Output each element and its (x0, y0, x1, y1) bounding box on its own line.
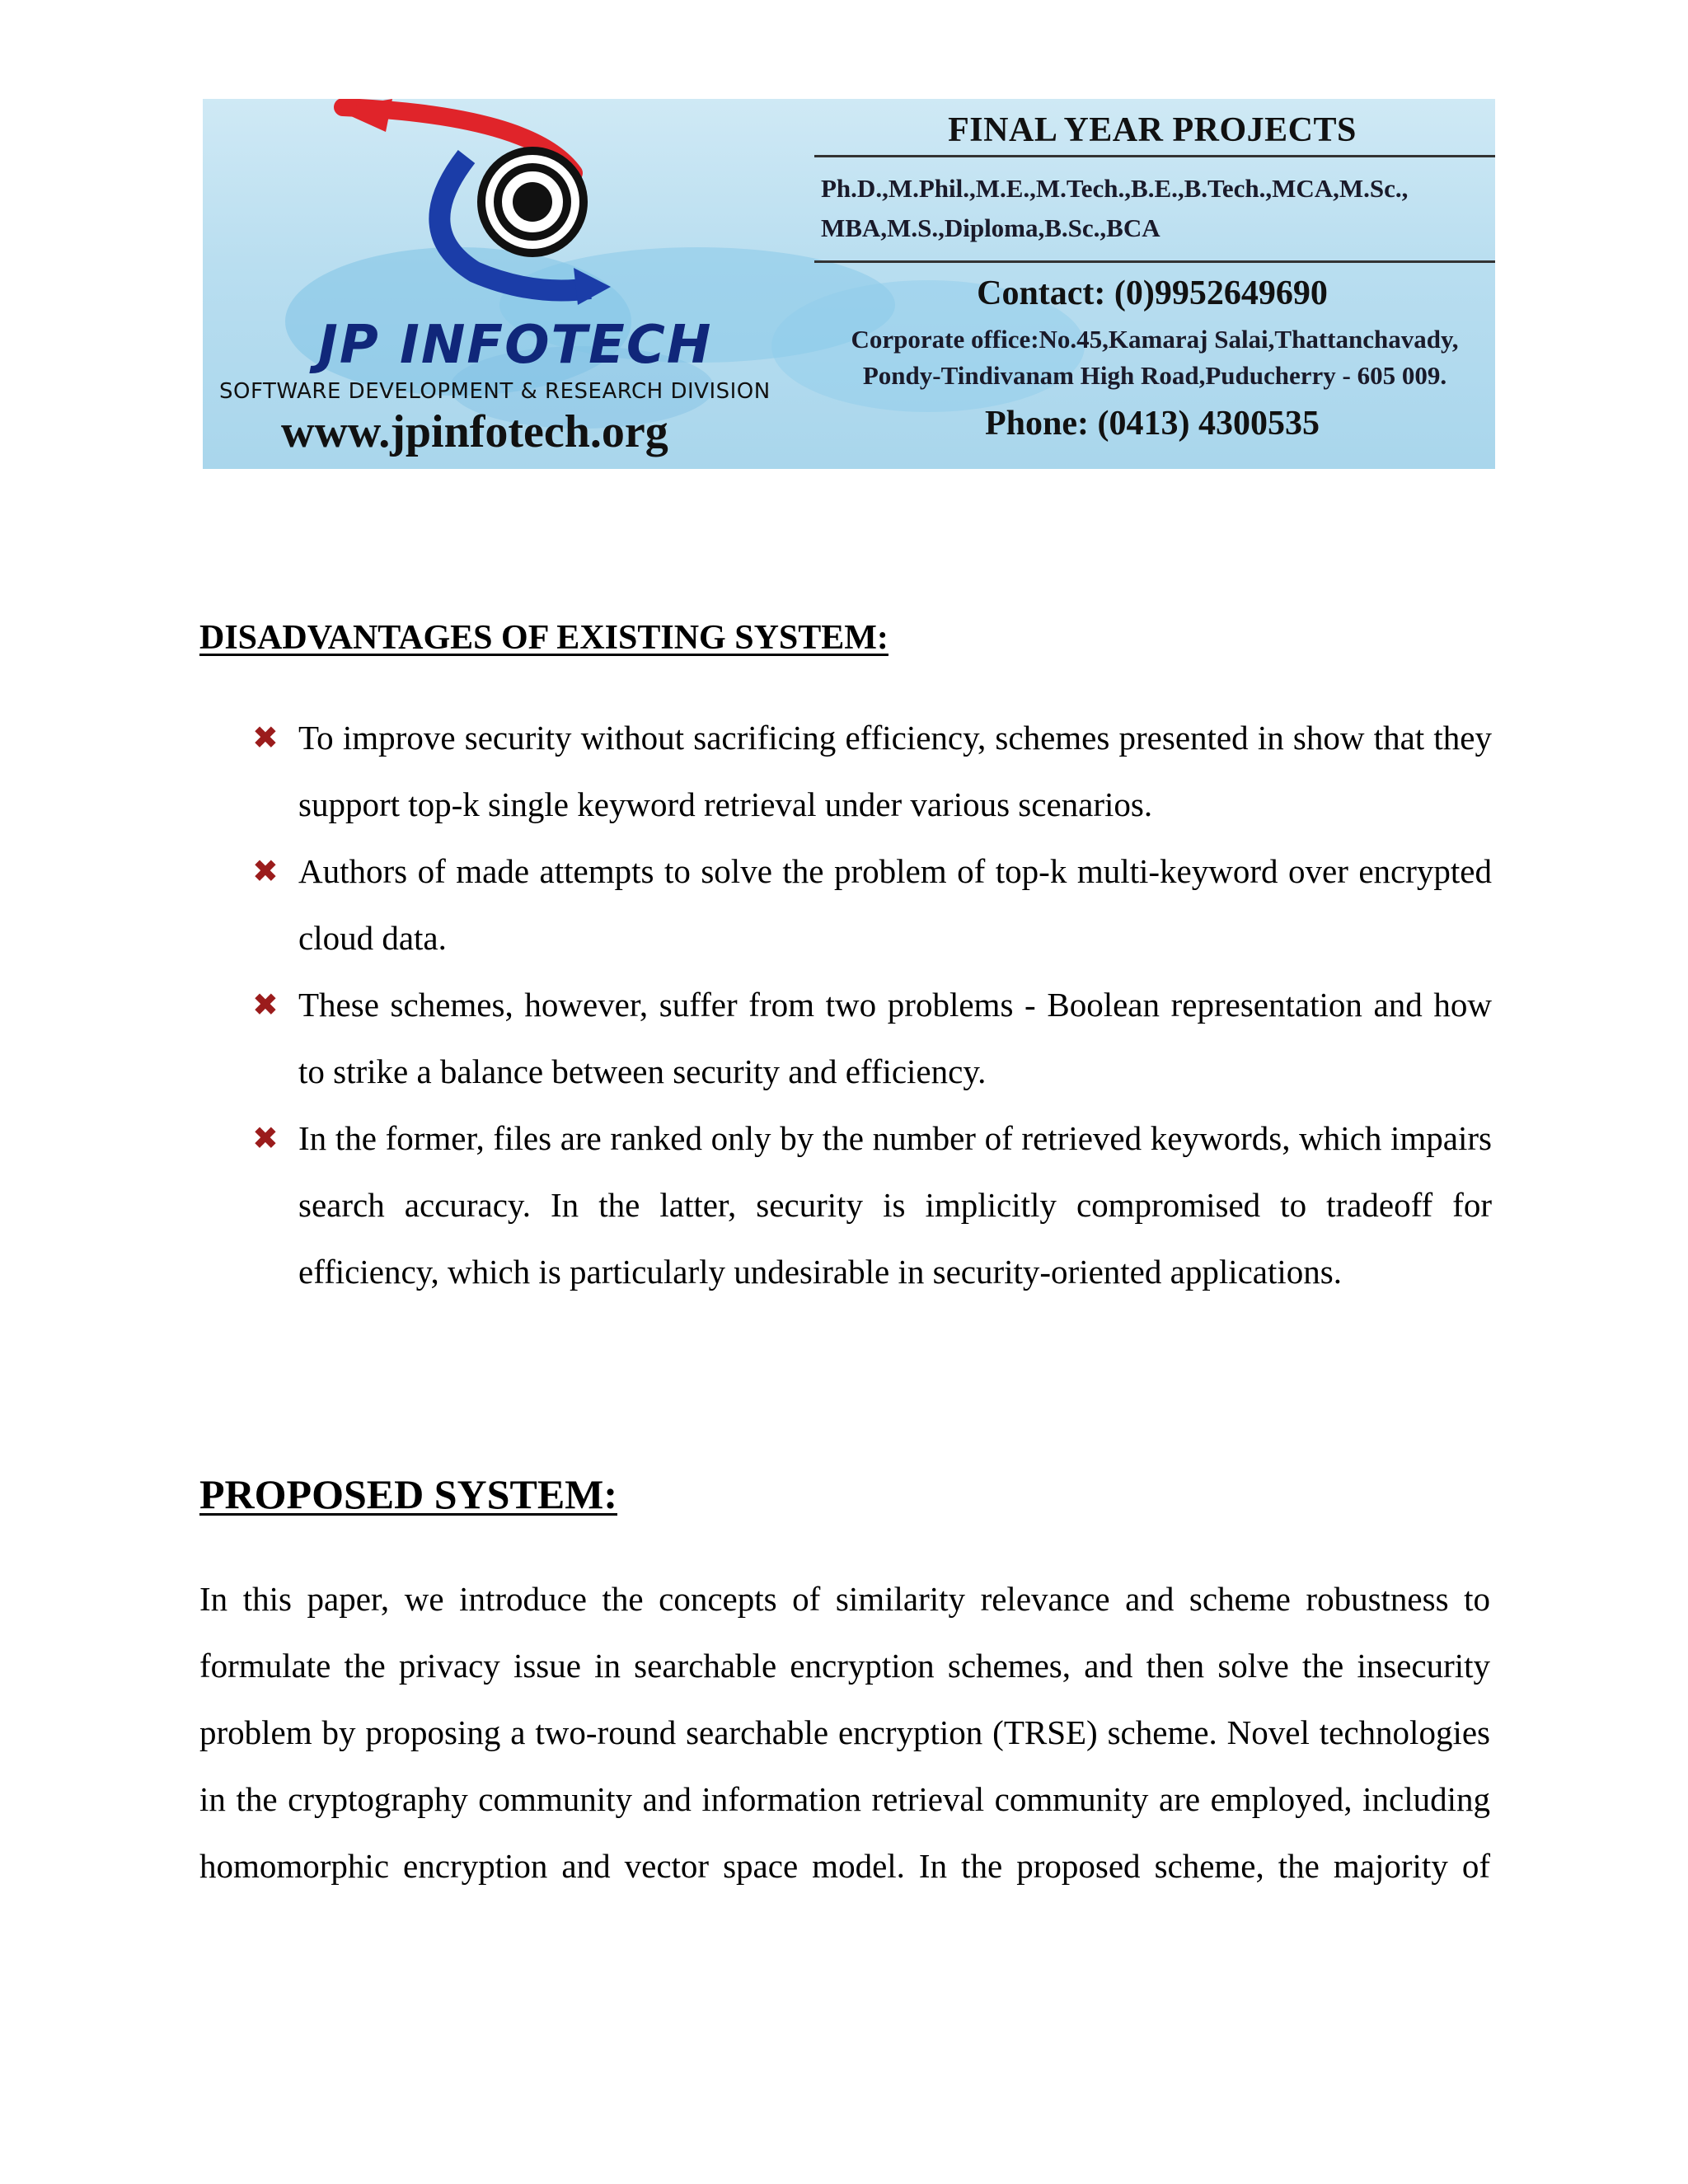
banner-phone: Phone: (0413) 4300535 (985, 405, 1320, 443)
brand-name: JP INFOTECH (318, 315, 713, 376)
proposed-system-heading: PROPOSED SYSTEM: (199, 1471, 618, 1517)
banner-info-panel (814, 99, 1495, 469)
list-item-text: To improve security without sacrificing efficiency, schemes presented in show that they support top-k single keyword retrieval under various scenarios. (298, 719, 1492, 823)
cross-mark-icon: ✖ (252, 853, 279, 889)
list-item (247, 838, 1492, 972)
banner-contact: Contact: (0)9952649690 (977, 274, 1328, 312)
brand-url[interactable]: www.jpinfotech.org (281, 406, 668, 457)
corporate-line-2: Pondy-Tindivanam High Road,Puducherry - 605 009. (862, 361, 1447, 390)
list-item-text: Authors of made attempts to solve the problem of top-k multi-keyword over encrypted cloud data. (298, 852, 1492, 957)
disadvantages-heading: DISADVANTAGES OF EXISTING SYSTEM: (199, 619, 889, 657)
brand-tagline: SOFTWARE DEVELOPMENT & RESEARCH DIVISION (219, 379, 771, 404)
list-item (247, 705, 1492, 838)
list-item-text: In the former, files are ranked only by the number of retrieved keywords, which impairs search accuracy. In the latter, security is implicitly compromised to tradeoff for efficiency, which is particularly undesirable in security-oriented applications. (298, 1119, 1492, 1291)
list-item (247, 972, 1492, 1105)
header-banner (203, 99, 1495, 469)
banner-degrees: Ph.D.,M.Phil.,M.E.,M.Tech.,B.E.,B.Tech.,MCA,M.Sc., MBA,M.S.,Diploma,B.Sc.,BCA (821, 174, 1409, 242)
jp-infotech-logo-icon (326, 99, 788, 313)
cross-mark-icon: ✖ (252, 1120, 279, 1156)
cross-mark-icon: ✖ (252, 719, 279, 756)
corporate-line-1: Corporate office:No.45,Kamaraj Salai,Thattanchavady, (851, 325, 1459, 354)
list-item (247, 1105, 1492, 1305)
cross-mark-icon: ✖ (252, 987, 279, 1023)
banner-title: FINAL YEAR PROJECTS (948, 111, 1357, 149)
banner-divider (814, 155, 1495, 157)
banner-divider (814, 260, 1495, 263)
disadvantages-list (247, 705, 1492, 1305)
list-item-text: These schemes, however, suffer from two problems - Boolean representation and how to strike a balance between security and efficiency. (298, 986, 1492, 1090)
banner-corporate-address (814, 321, 1495, 394)
proposed-system-paragraph: In this paper, we introduce the concepts of similarity relevance and scheme robustness to formulate the privacy issue in searchable encryption schemes, and then solve the insecurity problem by proposing a two-round searchable encryption (TRSE) scheme. Novel technologies in the cryptography community and information retrieval community are employed, including homomorphic encryption and vector space model. In the proposed scheme, the majority of (199, 1580, 1490, 1885)
